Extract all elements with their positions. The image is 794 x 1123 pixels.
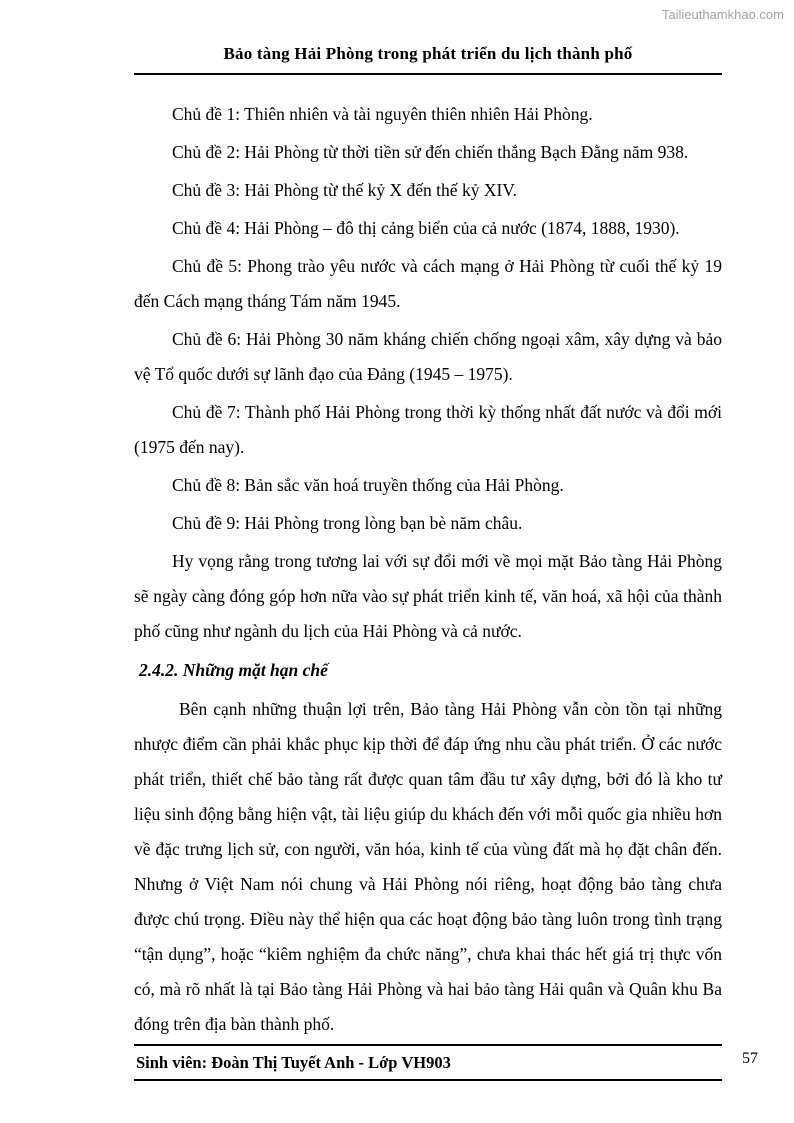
body-paragraph: Chủ đề 8: Bản sắc văn hoá truyền thống của Hải Phòng.: [172, 475, 564, 495]
body-paragraph: Hy vọng rằng trong tương lai với sự đổi mới về mọi mặt Bảo tàng Hải Phòng sẽ ngày càng đóng góp hơn nữa vào sự phát triển kinh tế, văn hoá, xã hội của thành phố cũng như ngành du lịch của Hải Phòng và cả nước.: [134, 551, 722, 641]
body-paragraph: Chủ đề 4: Hải Phòng – đô thị cảng biển của cả nước (1874, 1888, 1930).: [172, 218, 680, 238]
page-header-title: Bảo tàng Hải Phòng trong phát triển du lịch thành phố: [134, 44, 722, 75]
body-paragraph: Chủ đề 9: Hải Phòng trong lòng bạn bè năm châu.: [172, 513, 523, 533]
body-paragraph: Chủ đề 5: Phong trào yêu nước và cách mạng ở Hải Phòng từ cuối thế kỷ 19 đến Cách mạng tháng Tám năm 1945.: [134, 256, 722, 311]
body-paragraph: Chủ đề 7: Thành phố Hải Phòng trong thời kỳ thống nhất đất nước và đổi mới (1975 đến nay).: [134, 402, 722, 457]
body-paragraph: Chủ đề 6: Hải Phòng 30 năm kháng chiến chống ngoại xâm, xây dựng và bảo vệ Tổ quốc dưới sự lãnh đạo của Đảng (1945 – 1975).: [134, 329, 722, 384]
document-body: [134, 97, 722, 1042]
body-paragraph: Chủ đề 1: Thiên nhiên và tài nguyên thiên nhiên Hải Phòng.: [172, 104, 593, 124]
footer-author: Sinh viên: Đoàn Thị Tuyết Anh - Lớp VH903: [134, 1044, 722, 1081]
body-paragraph: Chủ đề 3: Hải Phòng từ thế kỷ X đến thế kỷ XIV.: [172, 180, 518, 200]
section-heading: 2.4.2. Những mặt hạn chế: [139, 660, 328, 680]
page-footer: [134, 1044, 758, 1081]
watermark-text: Tailieuthamkhao.com: [661, 7, 784, 22]
body-paragraph: Bên cạnh những thuận lợi trên, Bảo tàng Hải Phòng vẫn còn tồn tại những nhược điểm cần phải khắc phục kịp thời để đáp ứng nhu cầu phát triển. Ở các nước phát triển, thiết chế bảo tàng rất được quan tâm đầu tư xây dựng, bởi đó là kho tư liệu sinh động bằng hiện vật, tài liệu giúp du khách đến với mỗi quốc gia nhiều hơn về đặc trưng lịch sử, con người, văn hóa, kinh tế của vùng đất mà họ đặt chân đến. Nhưng ở Việt Nam nói chung và Hải Phòng nói riêng, hoạt động bảo tàng chưa được chú trọng. Điều này thể hiện qua các hoạt động bảo tàng luôn trong tình trạng “tận dụng”, hoặc “kiêm nghiệm đa chức năng”, chưa khai thác hết giá trị thực vốn có, mà rõ nhất là tại Bảo tàng Hải Phòng và hai bảo tàng Hải quân và Quân khu Ba đóng trên địa bàn thành phố.: [134, 699, 722, 1034]
page-number: 57: [742, 1050, 758, 1067]
body-paragraph: Chủ đề 2: Hải Phòng từ thời tiền sử đến chiến thắng Bạch Đằng năm 938.: [172, 142, 689, 162]
